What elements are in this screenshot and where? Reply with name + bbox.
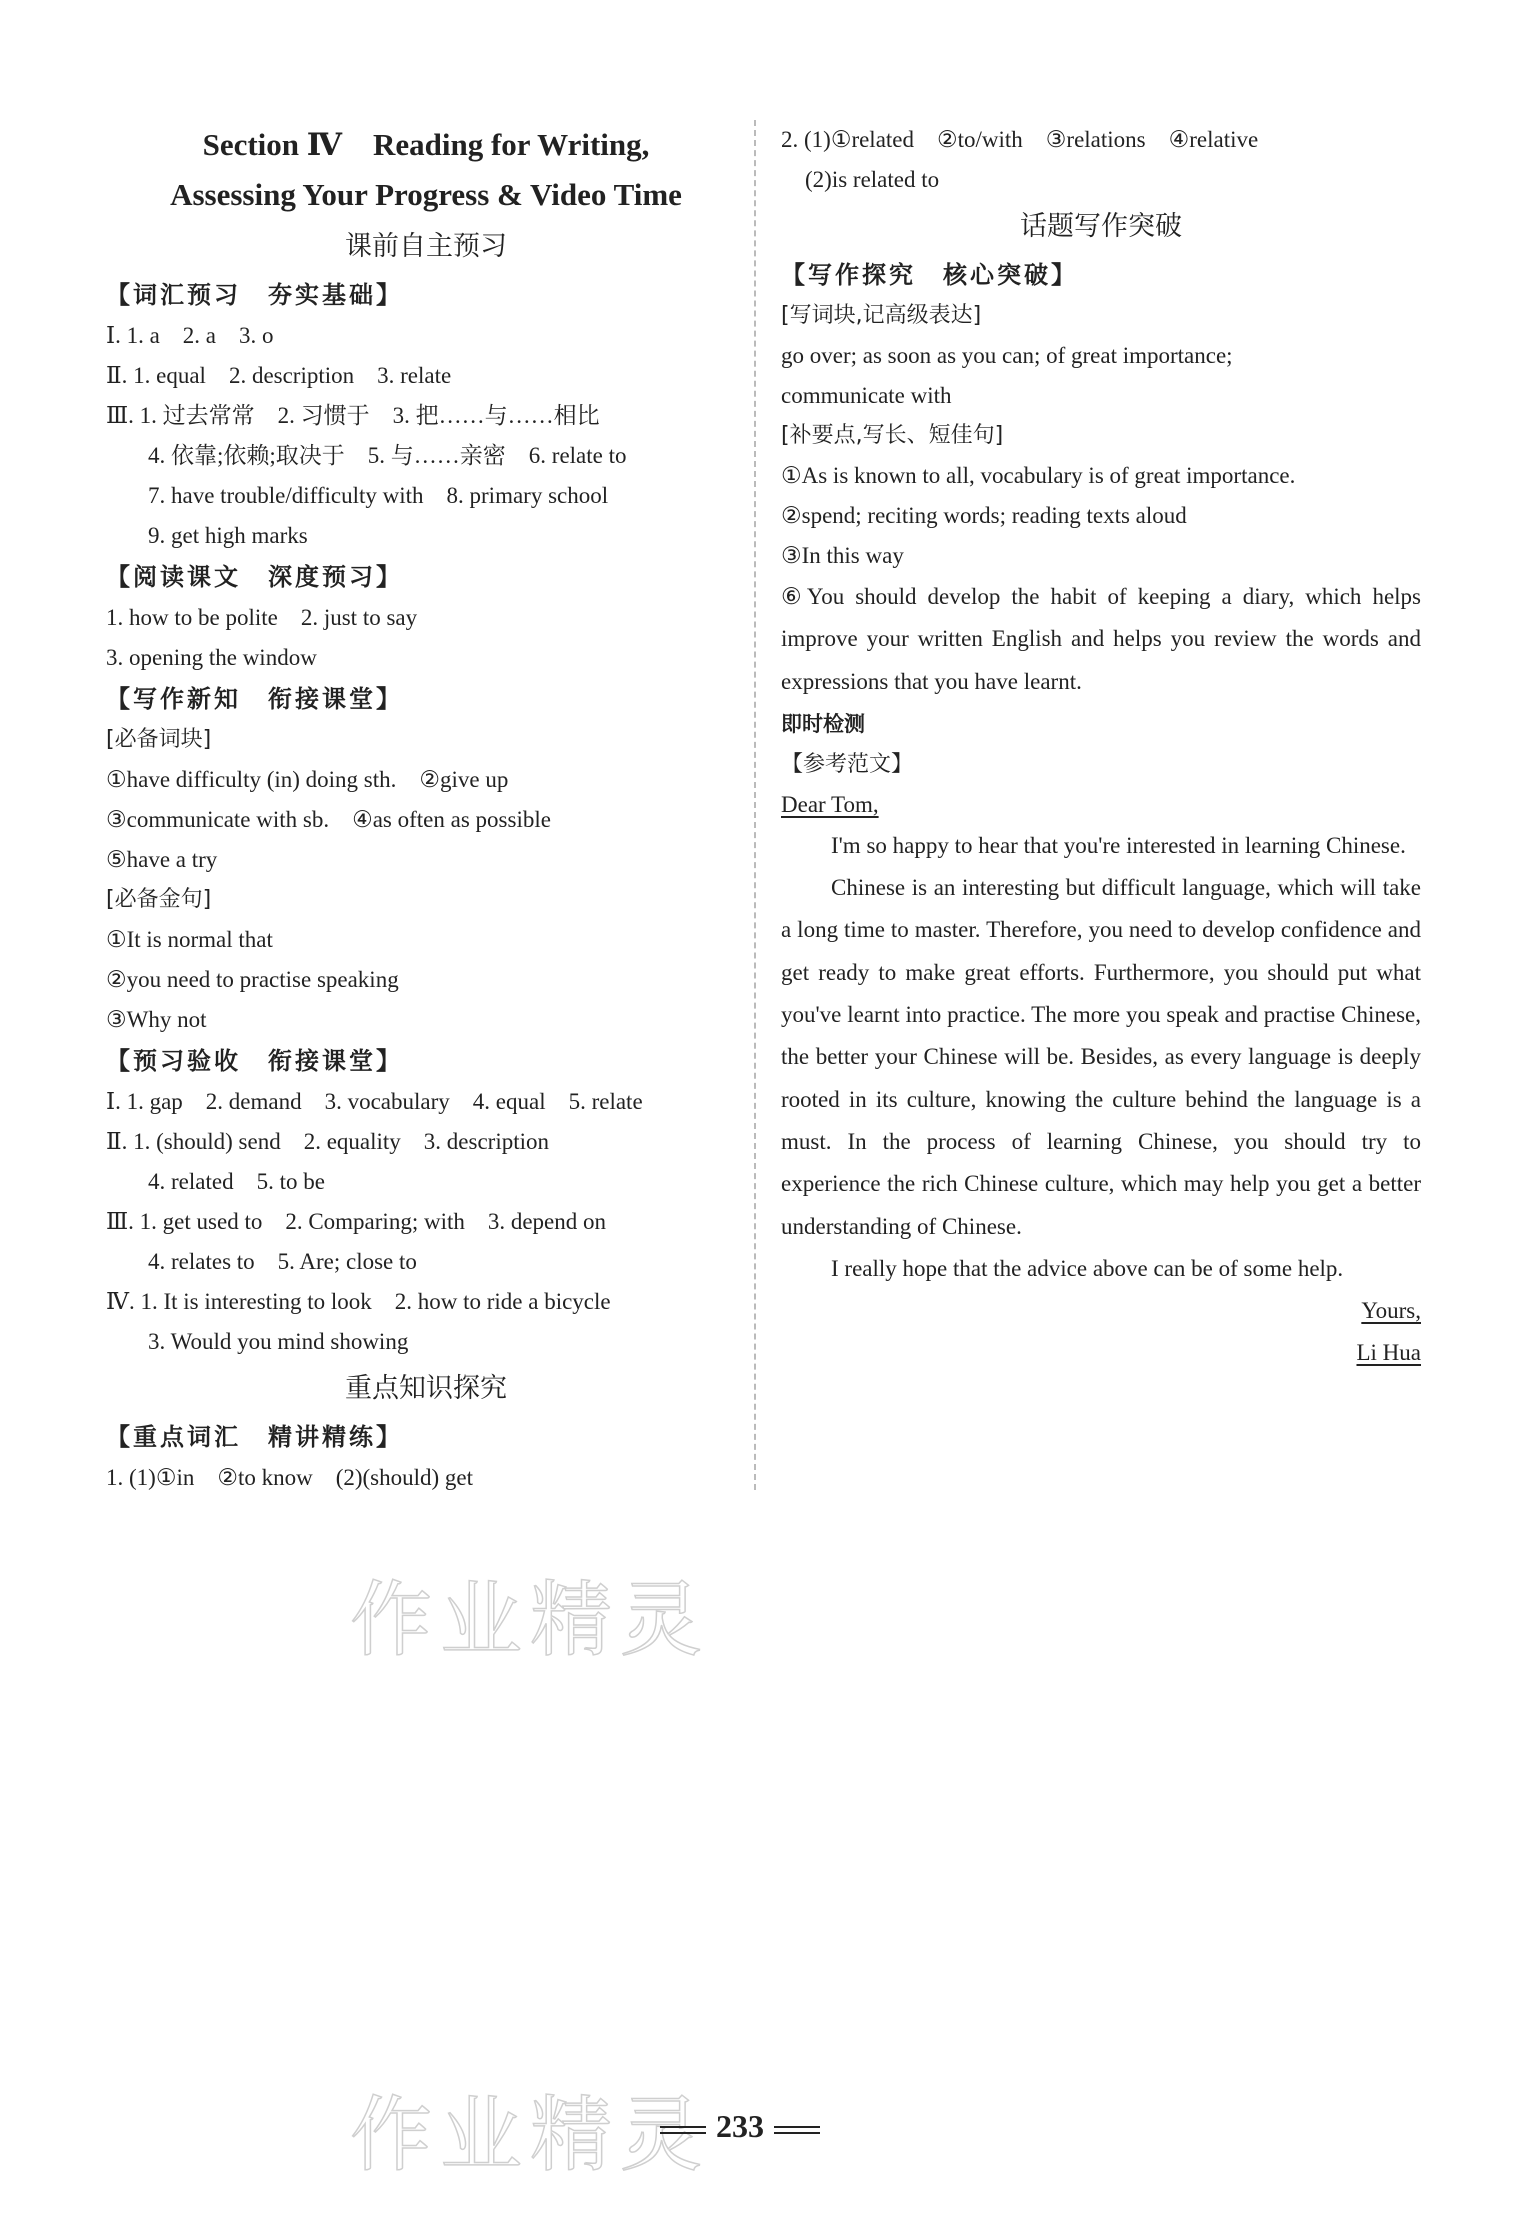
answer-line: Ⅰ. 1. a 2. a 3. o: [106, 323, 274, 348]
answer-line: 4. 依靠;依赖;取决于 5. 与……亲密 6. relate to: [148, 443, 627, 468]
answer-paragraph: ⑥You should develop the habit of keeping a diary, which helps improve your written English and helps you review the words and expressions that you have learnt.: [781, 584, 1421, 694]
answer-line: 4. related 5. to be: [148, 1169, 325, 1194]
subheading-sentences: [必备金句]: [106, 887, 212, 912]
heading-sample-essay: 【参考范文】: [781, 751, 914, 777]
answer-line: ①have difficulty (in) doing sth. ②give up: [106, 767, 509, 792]
answer-line: Ⅱ. 1. (should) send 2. equality 3. description: [106, 1129, 549, 1154]
answer-line: 3. opening the window: [106, 645, 317, 670]
answer-line: Ⅲ. 1. 过去常常 2. 习惯于 3. 把……与……相比: [106, 403, 600, 428]
letter-paragraph-2: Chinese is an interesting but difficult language, which will take a long time to master. Therefore, you need to develop confidence and get ready to make great efforts. Furthermore, you should put what you've learnt into practice. The more you speak and practise Chinese, the better your Chinese will be. Besides, as every language is deeply rooted in its culture, knowing the culture behind the language is a must. In the process of learning Chinese, you should try to experience the rich Chinese culture, which may help you get a better understanding of Chinese.: [781, 875, 1421, 1239]
page-number: [650, 2108, 830, 2145]
answer-line: 7. have trouble/difficulty with 8. primary school: [148, 483, 609, 508]
answer-line: Ⅳ. 1. It is interesting to look 2. how to ride a bicycle: [106, 1289, 611, 1314]
column-divider: [754, 120, 756, 1490]
heading-reading: 【阅读课文 深度预习】: [106, 563, 403, 591]
heading-writing-explore: 【写作探究 核心突破】: [781, 261, 1078, 289]
answer-line: Ⅰ. 1. gap 2. demand 3. vocabulary 4. equal 5. relate: [106, 1089, 643, 1114]
watermark-logo-bottom: 作业精灵: [350, 2088, 711, 2183]
heading-instant-check: 即时检测: [781, 711, 865, 736]
answer-line: Ⅲ. 1. get used to 2. Comparing; with 3. depend on: [106, 1209, 607, 1234]
letter-paragraph-3: I really hope that the advice above can be of some help.: [831, 1255, 1344, 1281]
heading-writing-new: 【写作新知 衔接课堂】: [106, 685, 403, 713]
page-number-text: 233: [716, 2108, 764, 2144]
letter-greeting-text: Dear Tom,: [781, 791, 879, 817]
answer-line: communicate with: [781, 383, 952, 408]
answer-line: 2. (1)①related ②to/with ③relations ④relative: [781, 127, 1259, 152]
page-number-rule-right: [774, 2126, 820, 2134]
answer-line: 3. Would you mind showing: [148, 1329, 409, 1354]
answer-line: ②you need to practise speaking: [106, 967, 399, 992]
section-title-line2: Assessing Your Progress & Video Time: [170, 177, 682, 212]
letter-closing: [781, 1290, 1421, 1332]
answer-line: 4. relates to 5. Are; close to: [148, 1249, 417, 1274]
answer-line: Ⅱ. 1. equal 2. description 3. relate: [106, 363, 452, 388]
subheading-key-points: [补要点,写长、短佳句]: [781, 423, 1004, 448]
letter-paragraph-1: I'm so happy to hear that you're interested in learning Chinese.: [831, 832, 1406, 858]
answer-line: 1. how to be polite 2. just to say: [106, 605, 418, 630]
answer-line: ①It is normal that: [106, 927, 273, 952]
answer-line: 9. get high marks: [148, 523, 308, 548]
subheading-chunks: [必备词块]: [106, 727, 212, 752]
heading-preview-check: 【预习验收 衔接课堂】: [106, 1047, 403, 1075]
answer-line: ②spend; reciting words; reading texts aloud: [781, 503, 1187, 528]
subheading-expressions: [写词块,记高级表达]: [781, 303, 982, 328]
section-title-line1: Section Ⅳ Reading for Writing,: [202, 127, 650, 162]
letter-greeting: [781, 785, 1421, 825]
letter-closing-text: Yours,: [1361, 1298, 1421, 1324]
watermark-logo: 作业精灵: [350, 1573, 711, 1668]
answer-line: ③Why not: [106, 1007, 207, 1032]
answer-line: (2)is related to: [805, 167, 940, 192]
section-subtitle: 课前自主预习: [345, 231, 507, 262]
section-key-knowledge: 重点知识探究: [345, 1373, 507, 1404]
answer-line: ③communicate with sb. ④as often as possible: [106, 807, 551, 832]
answer-line: ③In this way: [781, 543, 904, 568]
letter-signature-text: Li Hua: [1356, 1340, 1421, 1366]
heading-key-vocab: 【重点词汇 精讲精练】: [106, 1423, 403, 1451]
right-column: [781, 120, 1421, 1374]
answer-line: go over; as soon as you can; of great importance;: [781, 343, 1233, 368]
answer-line: ①As is known to all, vocabulary is of great importance.: [781, 463, 1296, 488]
section-topic-writing: 话题写作突破: [1020, 211, 1182, 242]
answer-line: 1. (1)①in ②to know (2)(should) get: [106, 1465, 474, 1490]
heading-vocab-preview: 【词汇预习 夯实基础】: [106, 281, 403, 309]
letter-signature: [781, 1332, 1421, 1374]
page-number-rule-left: [660, 2126, 706, 2134]
left-column: [106, 120, 746, 1498]
answer-line: ⑤have a try: [106, 847, 218, 872]
